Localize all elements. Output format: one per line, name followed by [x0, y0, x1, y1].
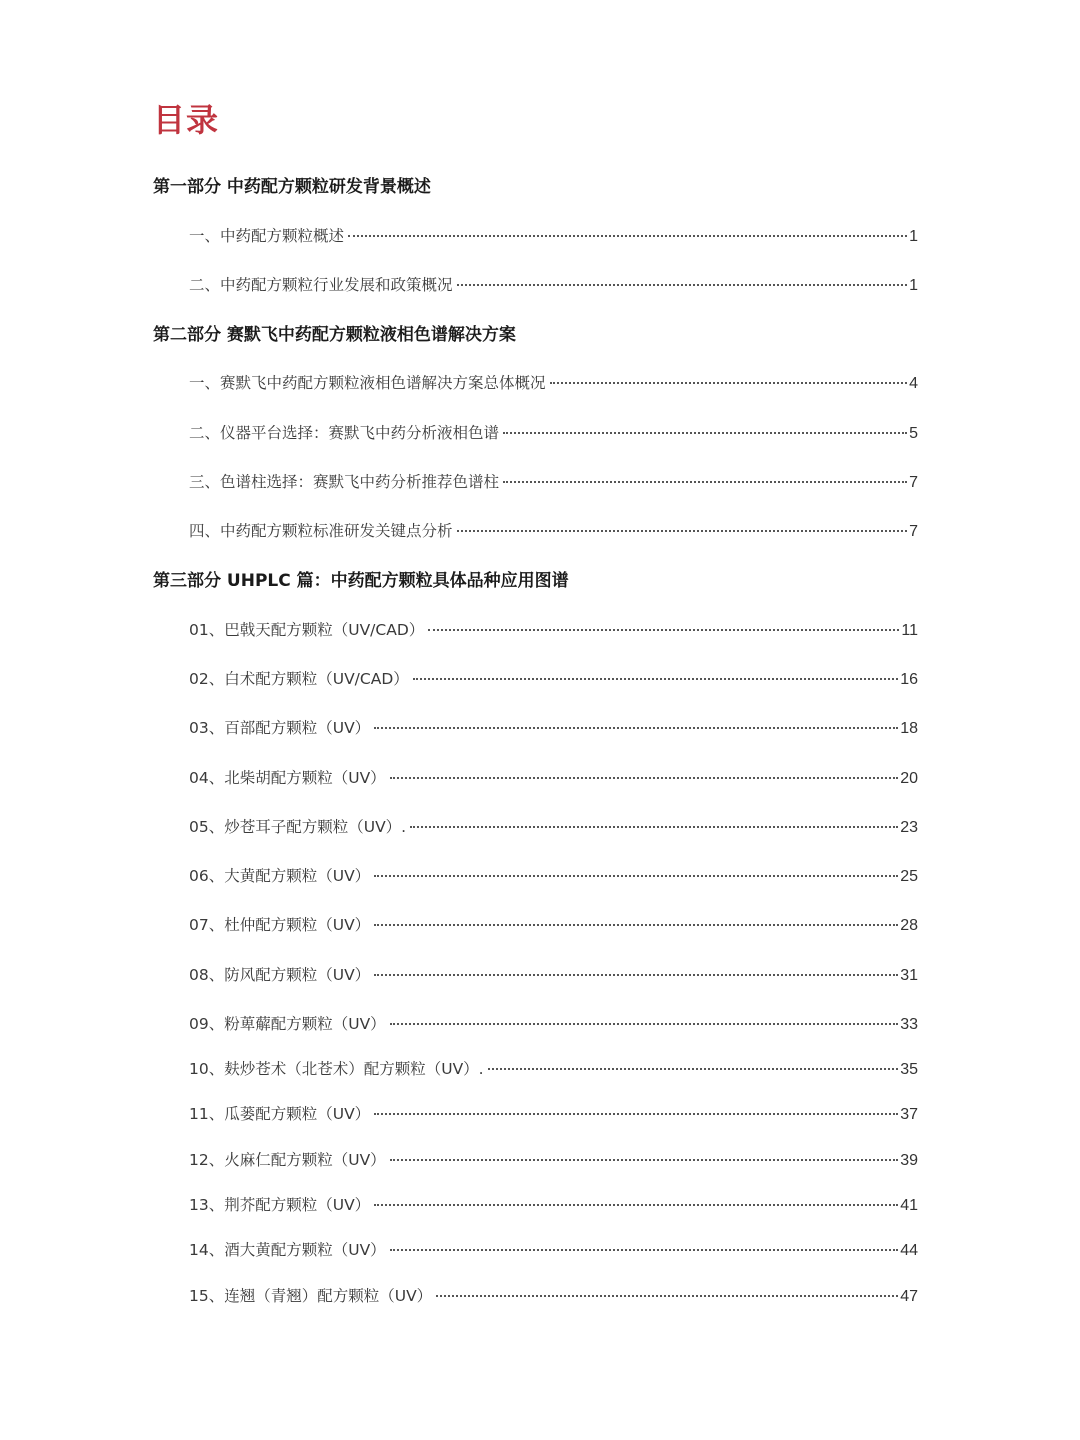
dot-leader: [390, 1159, 899, 1161]
toc-entry[interactable]: [189, 667, 918, 692]
dot-leader: [436, 1295, 898, 1297]
toc-entry[interactable]: [189, 1238, 918, 1263]
toc-entry-label: 04、北柴胡配方颗粒（UV）: [189, 769, 386, 787]
toc-entry[interactable]: [189, 1193, 918, 1218]
dot-leader: [348, 235, 907, 237]
toc-entry-page: 7: [909, 474, 918, 491]
toc-entry-page: 44: [900, 1242, 918, 1259]
toc-entry-label: 13、荆芥配方颗粒（UV）: [189, 1196, 371, 1214]
dot-leader: [390, 1023, 899, 1025]
toc-entry[interactable]: [189, 224, 918, 249]
toc-entry-label: 一、赛默飞中药配方颗粒液相色谱解决方案总体概况: [189, 374, 546, 392]
toc-entry[interactable]: [189, 618, 918, 643]
dot-leader: [374, 727, 898, 729]
toc-entry-page: 35: [900, 1061, 918, 1078]
toc-entry[interactable]: [189, 519, 918, 544]
toc-entry-page: 1: [909, 228, 918, 245]
toc-entry[interactable]: [189, 913, 918, 938]
dot-leader: [488, 1068, 899, 1070]
toc-entry-label: 一、中药配方颗粒概述: [189, 227, 345, 245]
toc-entry[interactable]: [189, 1284, 918, 1309]
toc-entry[interactable]: [189, 716, 918, 741]
dot-leader: [374, 875, 898, 877]
dot-leader: [390, 1249, 899, 1251]
dot-leader: [374, 924, 898, 926]
toc-entry[interactable]: [189, 371, 918, 396]
toc-entry-label: 10、麸炒苍术（北苍术）配方颗粒（UV）.: [189, 1060, 484, 1078]
toc-entry-label: 03、百部配方颗粒（UV）: [189, 719, 371, 737]
toc-entry-label: 07、杜仲配方颗粒（UV）: [189, 916, 371, 934]
toc-entry[interactable]: [189, 1057, 918, 1082]
toc-entry[interactable]: [189, 963, 918, 988]
dot-leader: [457, 530, 908, 532]
toc-entry-page: 28: [900, 917, 918, 934]
toc-entry-page: 33: [900, 1016, 918, 1033]
toc-entry-label: 14、酒大黄配方颗粒（UV）: [189, 1241, 386, 1259]
dot-leader: [503, 481, 907, 483]
toc-entry-page: 18: [900, 720, 918, 737]
dot-leader: [374, 974, 898, 976]
toc-entry-page: 20: [900, 770, 918, 787]
toc-entry-page: 11: [901, 622, 918, 639]
toc-entry-label: 三、色谱柱选择：赛默飞中药分析推荐色谱柱: [189, 473, 500, 491]
dot-leader: [374, 1113, 898, 1115]
toc-entry-page: 5: [909, 425, 918, 442]
part-3-heading: 第三部分 UHPLC 篇：中药配方颗粒具体品种应用图谱: [153, 571, 569, 591]
toc-entry[interactable]: [189, 766, 918, 791]
toc-entry[interactable]: [189, 1012, 918, 1037]
dot-leader: [428, 629, 899, 631]
toc-entry-page: 37: [900, 1106, 918, 1123]
dot-leader: [390, 777, 899, 779]
dot-leader: [457, 284, 908, 286]
toc-entry[interactable]: [189, 421, 918, 446]
toc-entry[interactable]: [189, 864, 918, 889]
toc-entry-label: 11、瓜蒌配方颗粒（UV）: [189, 1105, 371, 1123]
toc-entry-page: 16: [900, 671, 918, 688]
toc-title: 目录: [153, 101, 220, 139]
toc-entry-page: 31: [900, 967, 918, 984]
toc-entry-label: 09、粉萆薢配方颗粒（UV）: [189, 1015, 386, 1033]
toc-entry-label: 01、巴戟天配方颗粒（UV/CAD）: [189, 621, 425, 639]
toc-entry[interactable]: [189, 470, 918, 495]
toc-entry-label: 06、大黄配方颗粒（UV）: [189, 867, 371, 885]
toc-entry[interactable]: [189, 273, 918, 298]
toc-entry[interactable]: [189, 1148, 918, 1173]
dot-leader: [410, 826, 898, 828]
part-1-heading: 第一部分 中药配方颗粒研发背景概述: [153, 177, 431, 197]
dot-leader: [503, 432, 907, 434]
toc-entry-label: 四、中药配方颗粒标准研发关键点分析: [189, 522, 453, 540]
toc-entry-page: 4: [909, 375, 918, 392]
dot-leader: [550, 382, 908, 384]
part-2-heading: 第二部分 赛默飞中药配方颗粒液相色谱解决方案: [153, 325, 516, 345]
toc-entry[interactable]: [189, 815, 918, 840]
toc-entry-label: 05、炒苍耳子配方颗粒（UV）.: [189, 818, 407, 836]
toc-entry-label: 12、火麻仁配方颗粒（UV）: [189, 1151, 386, 1169]
toc-entry-label: 15、连翘（青翘）配方颗粒（UV）: [189, 1287, 433, 1305]
toc-entry-page: 23: [900, 819, 918, 836]
dot-leader: [374, 1204, 898, 1206]
toc-entry-page: 39: [900, 1152, 918, 1169]
toc-entry-page: 47: [900, 1288, 918, 1305]
dot-leader: [413, 678, 898, 680]
toc-entry-page: 41: [900, 1197, 918, 1214]
toc-entry-label: 02、白术配方颗粒（UV/CAD）: [189, 670, 409, 688]
toc-entry-label: 08、防风配方颗粒（UV）: [189, 966, 371, 984]
toc-entry[interactable]: [189, 1102, 918, 1127]
toc-entry-label: 二、中药配方颗粒行业发展和政策概况: [189, 276, 453, 294]
toc-entry-page: 25: [900, 868, 918, 885]
toc-entry-label: 二、仪器平台选择：赛默飞中药分析液相色谱: [189, 424, 500, 442]
toc-entry-page: 1: [909, 277, 918, 294]
toc-entry-page: 7: [909, 523, 918, 540]
